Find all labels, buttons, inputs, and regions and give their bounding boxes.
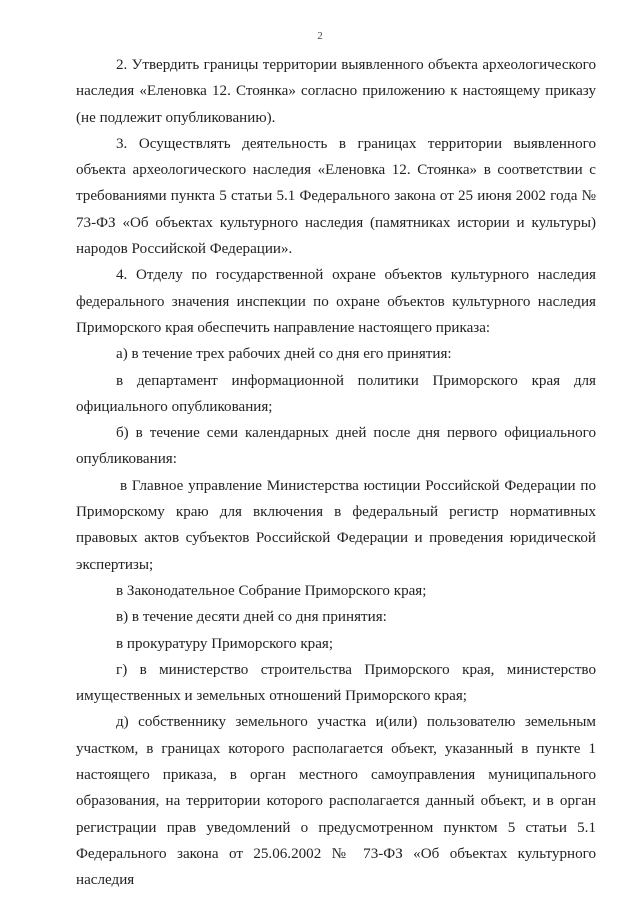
paragraph-item-v: в) в течение десяти дней со дня принятия: (116, 609, 387, 626)
page-number: 2 (317, 30, 323, 42)
paragraph-item-a: а) в течение трех рабочих дней со дня его принятия: (116, 346, 452, 363)
paragraph-prosecutor: в прокуратуру Приморского края; (116, 635, 334, 652)
paragraph-approve-boundaries: 2. Утвердить границы территории выявленного объекта археологического наследия «Еленовка 12. Стоянка» согласно приложению к настоящему приказу (не подлежит опубликованию). (76, 57, 596, 126)
paragraph-item-g: г) в министерство строительства Приморского края, министерство имущественных и земельных отношений Приморского края; (76, 661, 596, 705)
paragraph-department-instruction: 4. Отделу по государственной охране объектов культурного наследия федерального значения инспекции по охране объектов культурного наследия Приморского края обеспечить направление настоящего приказа: (76, 267, 596, 336)
paragraph-information-policy: в департамент информационной политики Приморского края для официального опубликования; (76, 372, 596, 415)
paragraph-legislative-assembly: в Законодательное Собрание Приморского края; (116, 582, 427, 599)
paragraph-item-b: б) в течение семи календарных дней после дня первого официального опубликования: (76, 425, 596, 468)
document-body (76, 52, 596, 894)
paragraph-item-d: д) собственнику земельного участка и(или) пользователю земельным участком, в границах которого располагается объект, указанный в пункте 1 настоящего приказа, в орган местного самоуправления муниципального образования, на территории которого располагается данный объект, и в орган регистрации прав уведомлений о предусмотренном пунктом 5 статьи 5.1 Федерального закона от 25.06.2002 № 73-ФЗ «Об объектах культурного наследия (76, 714, 596, 889)
paragraph-ministry-of-justice: в Главное управление Министерства юстиции Российской Федерации по Приморскому краю для включения в федеральный регистр нормативных правовых актов субъектов Российской Федерации и проведения юридической экспертизы; (76, 477, 596, 573)
paragraph-activity-requirements: 3. Осуществлять деятельность в границах территории выявленного объекта археологического наследия «Еленовка 12. Стоянка» в соответствии с требованиями пункта 5 статьи 5.1 Федерального закона от 25 июня 2002 года № 73-ФЗ «Об объектах культурного наследия (памятниках истории и культуры) народов Российской Федерации». (76, 135, 596, 258)
